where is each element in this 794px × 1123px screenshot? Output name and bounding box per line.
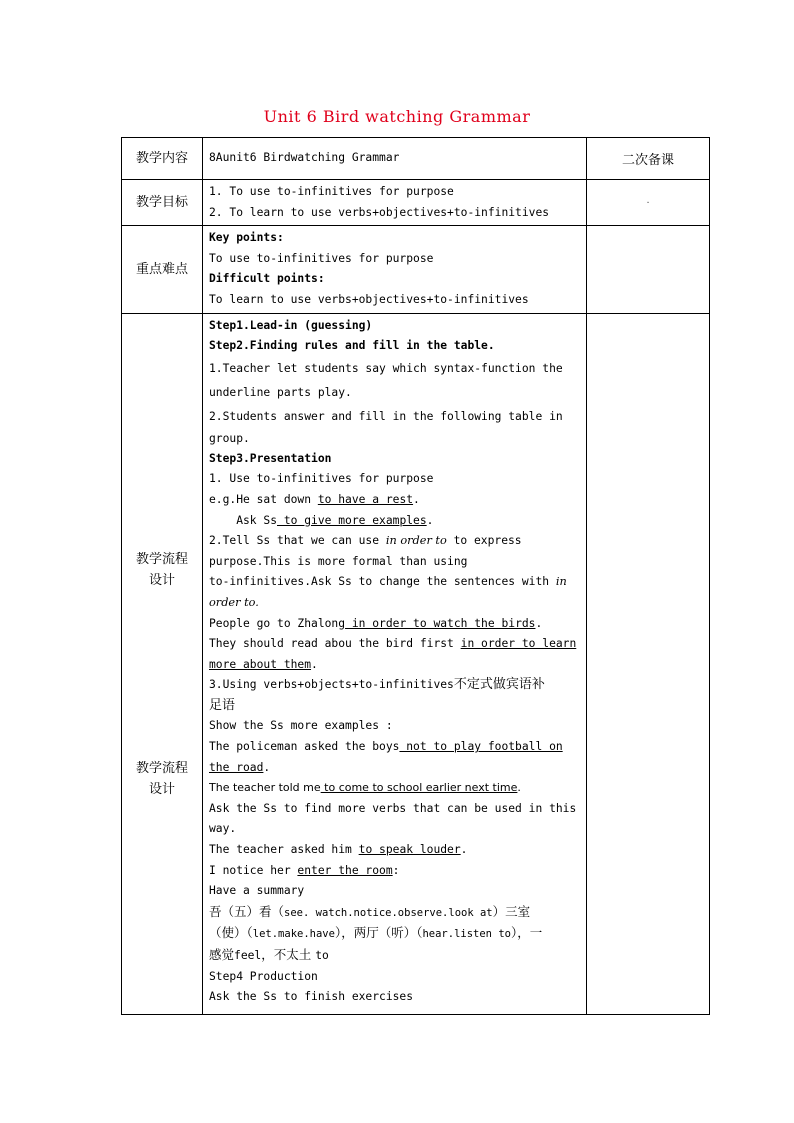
step2-line-2: underline parts play. [209, 385, 352, 399]
table-row-content [122, 138, 710, 180]
step3-item-3: 3.Using verbs+objects+to-infinitives不定式做宾语补 [209, 677, 545, 693]
tell-line-2: purpose.This is more formal than using [209, 554, 468, 568]
label-key-difficult-points: 重点难点 [122, 226, 203, 313]
step3-heading: Step3.Presentation [209, 451, 332, 465]
policeman-sentence-1: The policeman asked the boys not to play football on [209, 740, 563, 754]
tell-line-4: order to. [209, 595, 259, 609]
step2-heading: Step2.Finding rules and fill in the table. [209, 339, 495, 353]
step4-text: Ask the Ss to finish exercises [209, 990, 414, 1004]
step4-heading: Step4 Production [209, 969, 318, 983]
label-process-1: 教学流程 设计 [135, 551, 188, 588]
objective-line-1: 1. To use to-infinitives for purpose [209, 185, 454, 198]
tell-line-3: to-infinitives.Ask Ss to change the sentences with in [209, 575, 567, 589]
process-content [203, 313, 587, 1014]
table-row-process [122, 313, 710, 1014]
label-teaching-objectives: 教学目标 [122, 180, 203, 226]
teacher-told-sentence: The teacher told me to come to school earlier next time. [209, 781, 521, 795]
step2-line-3: 2.Students answer and fill in the following table in [209, 409, 563, 423]
table-row-key-points [122, 226, 710, 313]
summary-line-3: 感觉feel，不太土 to [209, 947, 329, 962]
difficult-points-heading: Difficult points: [209, 272, 325, 286]
second-preparation-header: 二次备课 [587, 138, 710, 180]
notes-mark: . [645, 196, 651, 205]
tell-line-1: 2.Tell Ss that we can use in order to to express [209, 534, 522, 548]
summary-line-2: （使）（let.make.have），两厅（听）（hear.listen to），一 [209, 925, 543, 941]
step2-line-1: 1.Teacher let students say which syntax-function the [209, 361, 563, 375]
ask-find-1: Ask the Ss to find more verbs that can be used in this [209, 801, 577, 815]
key-points-text: To use to-infinitives for purpose [209, 251, 434, 265]
page-title: Unit 6 Bird watching Grammar [263, 107, 531, 126]
read-sentence-2: more about them. [209, 657, 318, 671]
lesson-plan-table [121, 137, 710, 1015]
step2-line-4: group. [209, 431, 250, 445]
table-row-objectives [122, 180, 710, 226]
example-sentence: e.g.He sat down to have a rest. [209, 492, 420, 506]
show-examples: Show the Ss more examples : [209, 719, 393, 733]
policeman-sentence-2: the road. [209, 760, 271, 774]
read-sentence-1: They should read abou the bird first in order to learn [209, 637, 577, 651]
ask-examples: Ask Ss to give more examples. [209, 513, 434, 527]
summary-heading: Have a summary [209, 884, 305, 898]
teaching-content-value: 8Aunit6 Birdwatching Grammar [209, 151, 400, 165]
label-teaching-content: 教学内容 [122, 138, 203, 180]
step3-item-3-cont: 足语 [209, 697, 236, 713]
summary-line-1: 吾（五）看（see. watch.notice.observe.look at）三室 [209, 903, 531, 919]
speak-sentence: The teacher asked him to speak louder. [209, 843, 468, 857]
label-process-2: 教学流程 设计 [135, 760, 188, 797]
objective-line-2: 2. To learn to use verbs+objectives+to-infinitives [209, 205, 550, 219]
difficult-points-text: To learn to use verbs+objectives+to-infinitives [209, 292, 529, 306]
process-notes-cell [587, 313, 710, 1014]
zhalong-sentence: People go to Zhalong in order to watch the birds. [209, 616, 543, 630]
ask-find-2: way. [209, 822, 237, 836]
step1-heading: Step1.Lead-in (guessing) [209, 318, 373, 332]
key-points-heading: Key points: [209, 231, 284, 245]
step3-item-1: 1. Use to-infinitives for purpose [209, 472, 434, 486]
notice-sentence: I notice her enter the room: [209, 863, 400, 877]
